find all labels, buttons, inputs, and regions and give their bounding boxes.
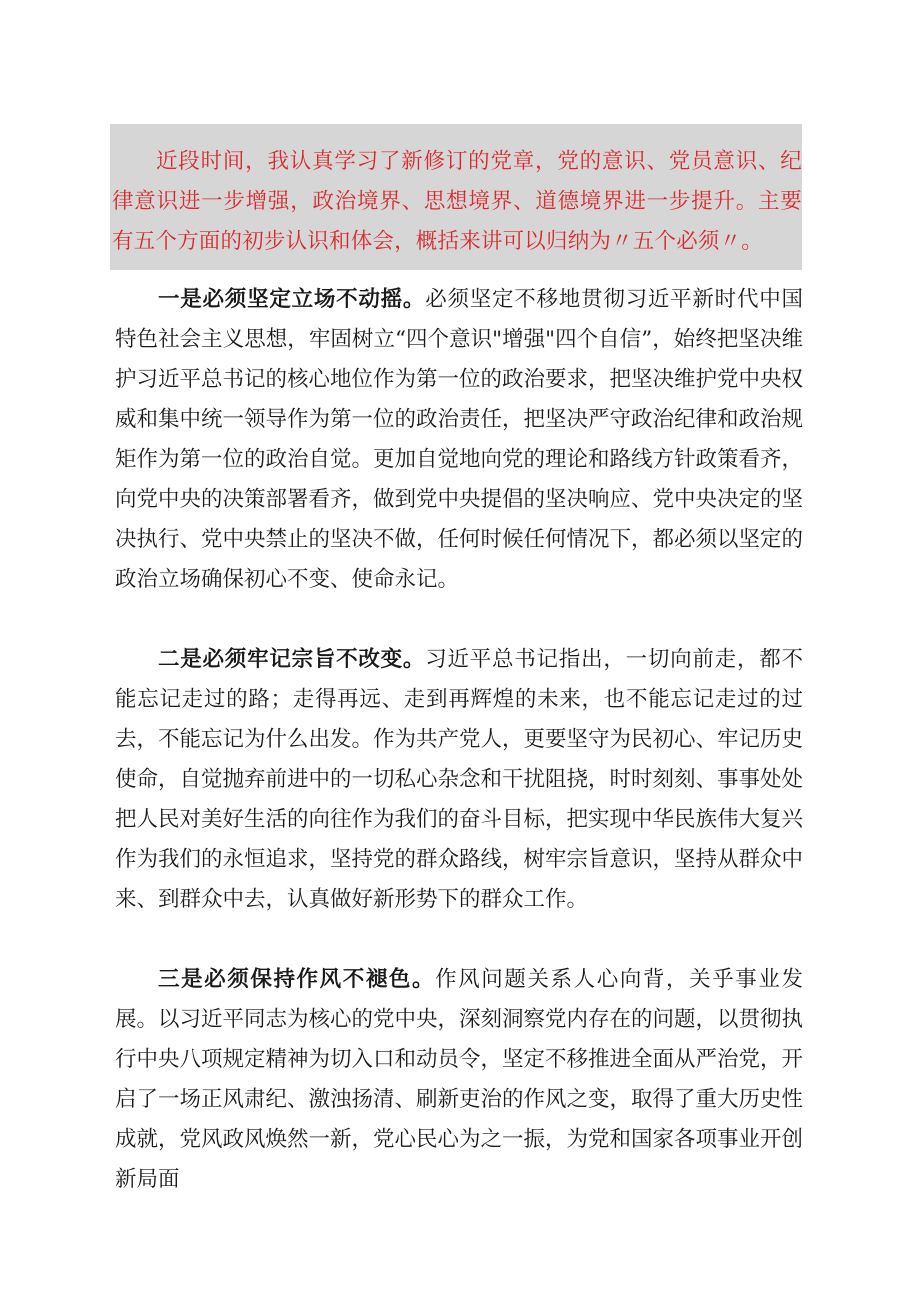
section-paragraph-3 [115,960,803,1200]
section-paragraph-2 [115,640,803,920]
section-paragraph-1 [115,280,803,600]
section-1-text: 必须坚定不移地贯彻习近平新时代中国特色社会主义思想，牢固树立“四个意识"增强"四个自信”，始终把坚决维护习近平总书记的核心地位作为第一位的政治要求，把坚决维护党中央权威和集中统一领导作为第一位的政治责任，把坚决严守政治纪律和政治规矩作为第一位的政治自觉。更加自觉地向党的理论和路线方针政策看齐，向党中央的决策部署看齐，做到党中央提倡的坚决响应、党中央决定的坚决执行、党中央禁止的坚决不做，任何时候任何情况下，都必须以坚定的政治立场确保初心不变、使命永记。 [115,287,804,592]
section-2-lead: 二是必须牢记宗旨不改变。 [158,647,426,672]
intro-paragraph: 近段时间，我认真学习了新修订的党章，党的意识、党员意识、纪律意识进一步增强，政治境界、思想境界、道德境界进一步提升。主要有五个方面的初步认识和体会，概括来讲可以归纳为〃五个必须〃。 [112,149,802,254]
section-1-lead: 一是必须坚定立场不动摇。 [158,287,426,312]
section-3-lead: 三是必须保持作风不褪色。 [158,967,436,992]
section-3-text: 作风问题关系人心向背，关乎事业发展。以习近平同志为核心的党中央，深刻洞察党内存在的问题，以贯彻执行中央八项规定精神为切入口和动员令，坚定不移推进全面从严治党，开启了一场正风肃纪、激浊扬清、刷新吏治的作风之变，取得了重大历史性成就，党风政风焕然一新，党心民心为之一振，为党和国家各项事业开创新局面 [115,967,804,1192]
section-2-text: 习近平总书记指出，一切向前走，都不能忘记走过的路；走得再远、走到再辉煌的未来，也不能忘记走过的过去，不能忘记为什么出发。作为共产党人，更要坚守为民初心、牢记历史使命，自觉抛弃前进中的一切私心杂念和干扰阻挠，时时刻刻、事事处处把人民对美好生活的向往作为我们的奋斗目标，把实现中华民族伟大复兴作为我们的永恒追求，坚持党的群众路线，树牢宗旨意识，坚持从群众中来、到群众中去，认真做好新形势下的群众工作。 [115,647,804,912]
